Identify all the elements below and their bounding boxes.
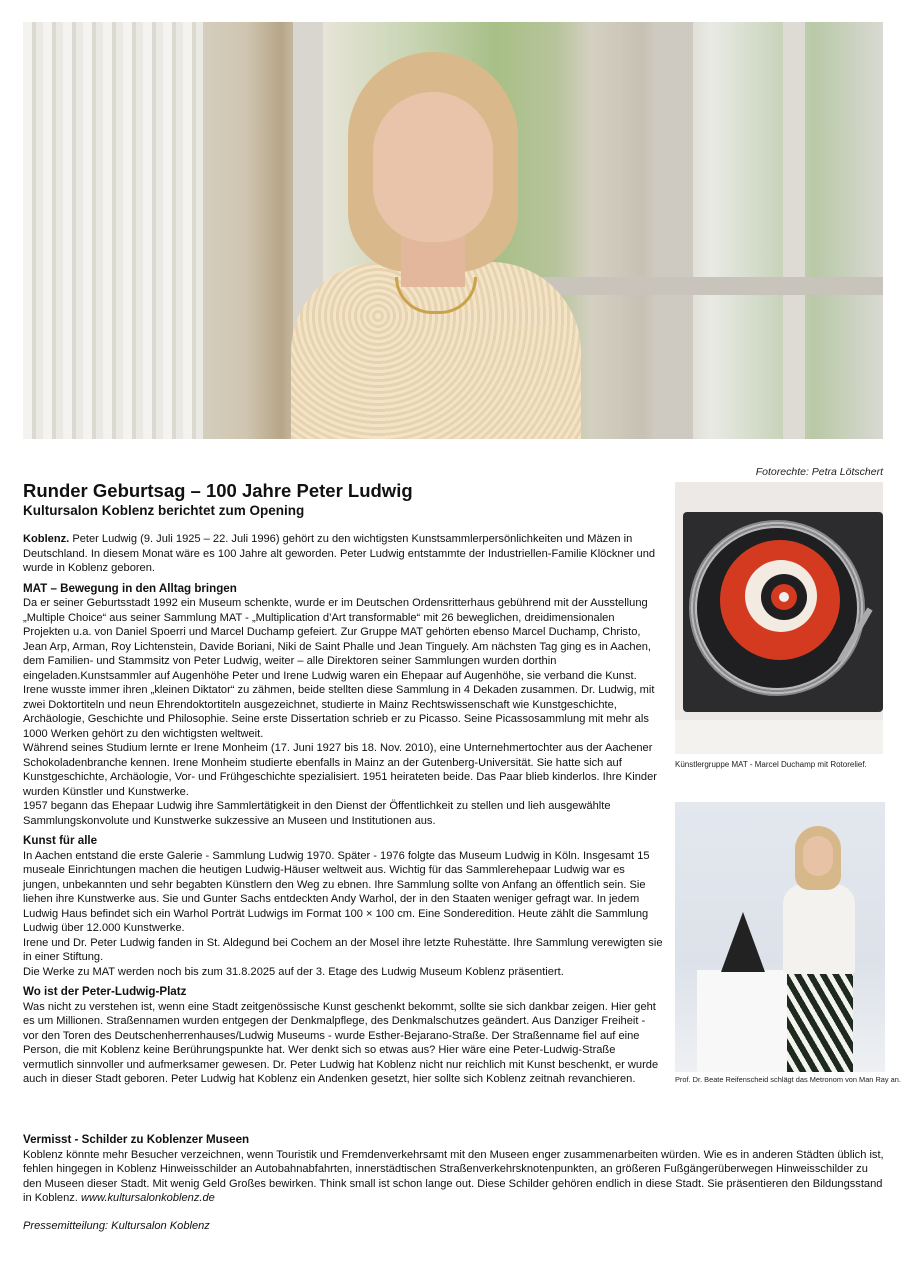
paragraph: Während seines Studium lernte er Irene Monheim (17. Juni 1927 bis 18. Nov. 2010), eine Unternehmertochter aus der Aachener Schokoladenbranche kennen. Irene Monheim studierte ebenfalls in Mainz an der Gutenberg-Universität. Sie hatte sich auf Kunstgeschichte, Archäologie, Vor- und Frühgeschichte spezialisiert. 1951 heirateten beide. Das Paar blieb kinderlos. Ihre Kinder wurden Künstler und Kunstwerke. [23, 742, 657, 798]
face [803, 836, 833, 876]
article-title: Runder Geburtsag – 100 Jahre Peter Ludwig [23, 480, 413, 501]
section-heading-platz: Wo ist der Peter-Ludwig-Platz [23, 985, 187, 998]
article-column [23, 480, 663, 1087]
full-width-section [23, 1133, 885, 1206]
section-heading-mat: MAT – Bewegung in den Alltag bringen [23, 581, 237, 595]
pedestal [675, 720, 883, 754]
article-body [23, 532, 663, 1087]
spindle [779, 592, 789, 602]
section-heading-kunst: Kunst für alle [23, 834, 98, 847]
patterned-skirt [787, 972, 853, 1072]
paragraph: In Aachen entstand die erste Galerie - Sammlung Ludwig 1970. Später - 1976 folgte das Museum Ludwig in Köln. Insgesamt 15 museale Einrichtungen machen die heutigen Ludwig-Häuser weltweit aus. Wichtig für das Sammlerehepaar Ludwig war es jungen, unbekannten und sehr begabten Künstlern den Weg zu ebnen. Ihre Sammlung sollte von Anfang an öffentlich sein. Sie liehen ihre Kunstwerke aus. Sie und Gunter Sachs entdeckten Andy Warhol, der in den Staaten weniger gefragt war. In jedem Ludwig Haus befindet sich ein Warhol Porträt Ludwigs im Format 100 × 100 cm. Eine Sonderedition. Heute zählt die Sammlung Ludwig über 12.000 Kunstwerke. [23, 849, 650, 934]
window-frame [783, 22, 805, 439]
caption-metronome: Prof. Dr. Beate Reifenscheid schlägt das Metronom von Man Ray an. [675, 1075, 901, 1084]
photo-credit: Fotorechte: Petra Lötschert [755, 466, 883, 478]
press-release-note: Pressemitteilung: Kultursalon Koblenz [23, 1220, 210, 1232]
white-blouse [783, 884, 855, 974]
metronome [721, 912, 765, 972]
schilder-text: Koblenz könnte mehr Besucher verzeichnen, wenn Touristik und Fremdenverkehrsamt mit den Museen enger zusammenarbeiten würden. Wie es in anderen Städten üblich ist, fehlen hingegen in Koblenz Hinweisschilder an Autobahnabfahrten, innerstädtischen Straßenverkehrsknotenpunkten, an größeren Fußgängerüberwegen Hinweisschilder zu den Museen dieser Stadt. Mit wenig Geld Großes bewirken. Think small ist schon lange out. Diese Schilder gehören endlich in diese Stadt. Sie präsentieren den Bildungsstand in Koblenz. [23, 1148, 884, 1204]
turntable-photo [675, 482, 883, 754]
curtain [23, 22, 203, 439]
paragraph: Was nicht zu verstehen ist, wenn eine Stadt zeitgenössische Kunst geschenkt bekommt, sollte sie sich dankbar zeigen. Hier geht es um Millionen. Straßennamen wurden entgegen der Denkmalpflege, des Denkmalschutzes geändert. Aus Danziger Freiheit - vor den Toren des Deutschenherrenhauses/Ludwig Museums - wurde Esther-Bejarano-Straße. Der Straßenname fiel auf eine Person, die mit Koblenz keine Berührungspunkte hat. Wer denkt sich so etwas aus? Hier wäre eine Peter-Ludwig-Straße vermutlich sinnvoller und aufmerksamer gewesen. Dr. Peter Ludwig hat Koblenz nicht nur reichlich mit Kunst beschenkt, er wurde auch in dieser Stadt geboren. Peter Ludwig hat Koblenz ein Andenken gesetzt, hier sollte sich Koblenz zeitnah revanchieren. [23, 1000, 659, 1085]
pedestal [697, 970, 797, 1072]
dateline: Koblenz. [23, 533, 70, 545]
paragraph [23, 1148, 885, 1206]
paragraph: Die Werke zu MAT werden noch bis zum 31.8.2025 auf der 3. Etage des Ludwig Museum Koblenz präsentiert. [23, 965, 564, 978]
caption-turntable: Künstlergruppe MAT - Marcel Duchamp mit Rotorelief. [675, 760, 867, 769]
intro-text: Peter Ludwig (9. Juli 1925 – 22. Juli 1996) gehört zu den wichtigsten Kunstsammlerpersönlichkeiten und Mäzen in Deutschland. In diesem Monat wäre es 100 Jahre alt geworden. Peter Ludwig entstammte der Industriellen-Familie Klöckner und wurde in Koblenz geboren. [23, 533, 656, 574]
face [373, 92, 493, 242]
article-subtitle: Kultursalon Koblenz berichtet zum Opening [23, 503, 305, 518]
window-frame [653, 22, 693, 439]
paragraph: Irene und Dr. Peter Ludwig fanden in St. Aldegund bei Cochem an der Mosel ihre letzte Ruhestätte. Ihre Sammlung verewigten sie in einer Stiftung. [23, 936, 663, 963]
website-link[interactable]: www.kultursalonkoblenz.de [80, 1192, 215, 1204]
paragraph: Da er seiner Geburtsstadt 1992 ein Museum schenkte, wurde er im Deutschen Ordensritterhaus gebührend mit der Ausstellung „Multiple Choice“ aus seiner Sammlung MAT - „Multiplication d’Art transformable“ mit 26 beweglichen, dreidimensionalen Projekten u.a. von Daniel Spoerri und Marcel Duchamp gefeiert. Zur Gruppe MAT gehörten ebenso Marcel Duchamp, Christo, Jean Arp, Arman, Roy Lichtenstein, Davide Boriani, Niki de Saint Phalle und Jean Tinguely. Am nächsten Tag ging es in Aachen, dem Familien- und Stammsitz von Peter Ludwig, weiter – alle Direktoren seiner Sammlungen wurden dorthin eingeladen.Kunstsammler auf Augenhöhe Peter und Irene Ludwig waren ein Ehepaar auf Augenhöhe, sie verband die Kunst. Irene wusste immer ihren „kleinen Diktator“ zu zähmen, beide stellten diese Sammlung in 4 Dekaden zusammen. Dr. Ludwig, mit zwei Doktortiteln und neun Ehrendoktortiteln ausgezeichnet, studierte in Mainz Rechtswissenschaft wie Kunstgeschichte, Archäologie, Geschichte und Philosophie. Seine erste Dissertation schrieb er zu Picasso. Seine Picassosammlung mit mehr als 1000 Werken gehört zu den wichtigsten weltweit. [23, 597, 655, 740]
metronome-photo [675, 802, 885, 1072]
window-bar [533, 277, 883, 295]
section-heading-schilder: Vermisst - Schilder zu Koblenzer Museen [23, 1133, 250, 1146]
hero-photo-portrait [23, 22, 883, 439]
intro-paragraph [23, 532, 663, 576]
paragraph: 1957 begann das Ehepaar Ludwig ihre Sammlertätigkeit in den Dienst der Öffentlichkeit zu stellen und lieh ausgewählte Sammlungskonvolute und Kunstwerke sukzessive an Museen und Institutionen aus. [23, 800, 611, 827]
